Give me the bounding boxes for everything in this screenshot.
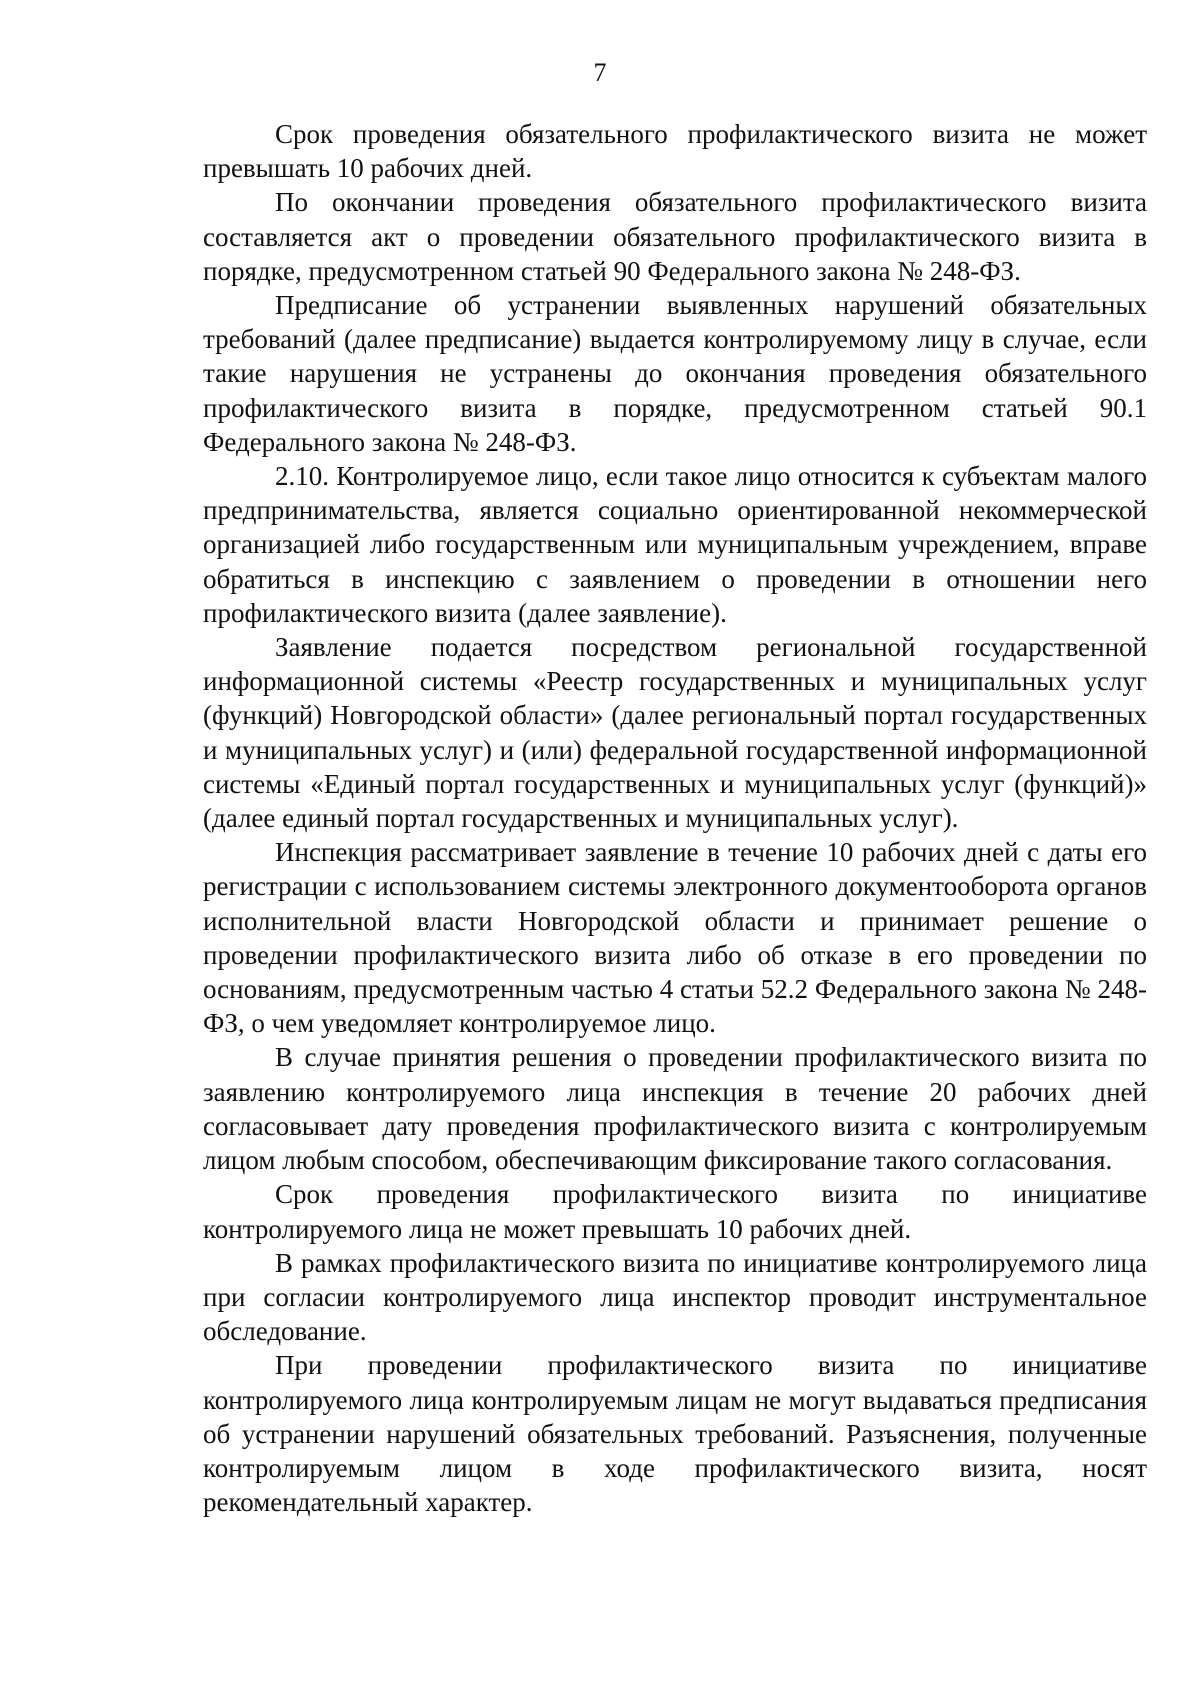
- paragraph-visit-duration: Срок проведения обязательного профилактического визита не может превышать 10 рабочих дней.: [203, 119, 1147, 184]
- paragraph-no-prescriptions: При проведении профилактического визита по инициативе контролируемого лица контролируемым лицам не могут выдаваться предписания об устранении нарушений обязательных требований. Разъяснения, полученные контролируемым лицом в ходе профилактического визита, носят рекомендательный характер.: [203, 1350, 1147, 1518]
- page-number: 7: [593, 58, 607, 87]
- paragraph-date-agreement: В случае принятия решения о проведении профилактического визита по заявлению контролируемого лица инспекция в течение 20 рабочих дней согласовывает дату проведения профилактического визита с контролируемым лицом любым способом, обеспечивающим фиксирование такого согласования.: [203, 1042, 1147, 1176]
- paragraph-initiative-visit-duration: Срок проведения профилактического визита по инициативе контролируемого лица не может превышать 10 рабочих дней.: [203, 1179, 1147, 1244]
- paragraph-application-submission: Заявление подается посредством региональной государственной информационной системы «Реестр государственных и муниципальных услуг (функций) Новгородской области» (далее региональный портал государственных и муниципальных услуг) и (или) федеральной государственной информационной системы «Единый портал государственных и муниципальных услуг (функций)» (далее единый портал государственных и муниципальных услуг).: [203, 632, 1147, 834]
- paragraph-2-10-application-right: 2.10. Контролируемое лицо, если такое лицо относится к субъектам малого предпринимательства, является социально ориентированной некоммерческой организацией либо государственным или муниципальным учреждением, вправе обратиться в инспекцию с заявлением о проведении в отношении него профилактического визита (далее заявление).: [203, 461, 1147, 628]
- paragraph-instrumental-inspection: В рамках профилактического визита по инициативе контролируемого лица при согласии контролируемого лица инспектор проводит инструментальное обследование.: [203, 1247, 1147, 1347]
- paragraph-prescription: Предписание об устранении выявленных нарушений обязательных требований (далее предписание) выдается контролируемому лицу в случае, если такие нарушения не устранены до окончания проведения обязательного профилактического визита в порядке, предусмотренном статьей 90.1 Федерального закона № 248-ФЗ.: [203, 290, 1147, 457]
- paragraph-visit-act: По окончании проведения обязательного профилактического визита составляется акт о проведении обязательного профилактического визита в порядке, предусмотренном статьей 90 Федерального закона № 248-ФЗ.: [203, 187, 1147, 286]
- document-body: [203, 117, 1147, 1519]
- paragraph-application-review: Инспекция рассматривает заявление в течение 10 рабочих дней с даты его регистрации с использованием системы электронного документооборота органов исполнительной власти Новгородской области и принимает решение о проведении профилактического визита либо об отказе в его проведении по основаниям, предусмотренным частью 4 статьи 52.2 Федерального закона № 248-ФЗ, о чем уведомляет контролируемое лицо.: [203, 837, 1147, 1039]
